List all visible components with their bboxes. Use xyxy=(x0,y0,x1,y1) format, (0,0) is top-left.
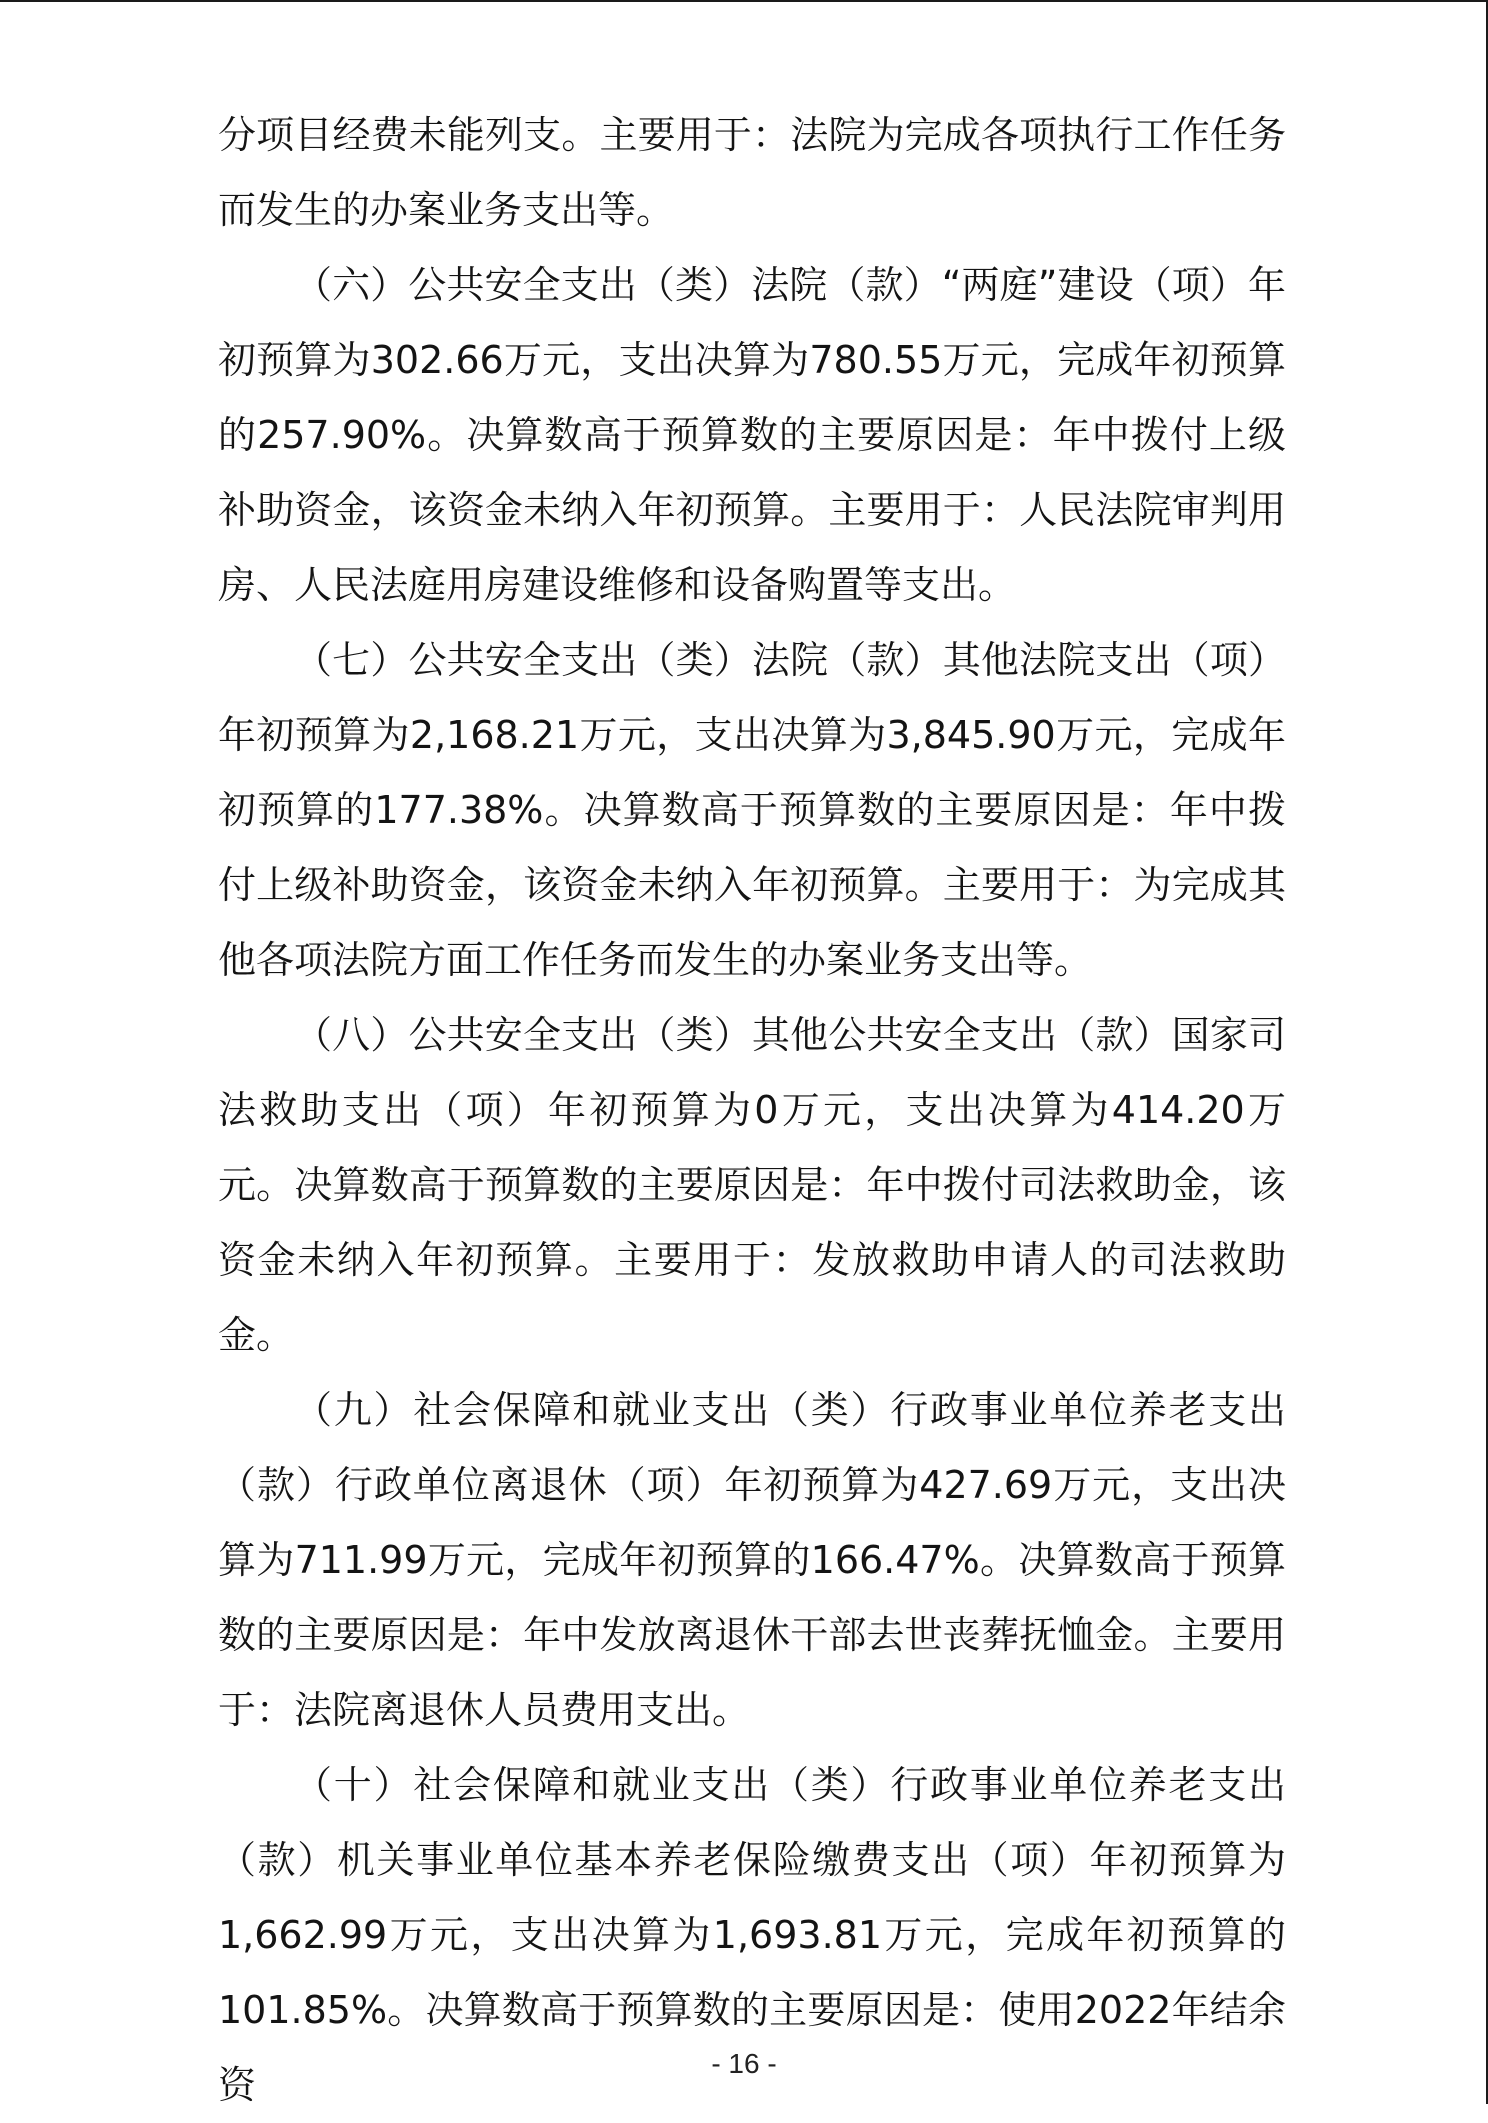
document-body xyxy=(218,98,1286,2123)
paragraph-section-7: （七）公共安全支出（类）法院（款）其他法院支出（项）年初预算为2,168.21万元，支出决算为3,845.90万元，完成年初预算的177.38%。决算数高于预算数的主要原因是：年中拨付上级补助资金，该资金未纳入年初预算。主要用于：为完成其他各项法院方面工作任务而发生的办案业务支出等。 xyxy=(218,638,1286,982)
paragraph-continuation: 分项目经费未能列支。主要用于：法院为完成各项执行工作任务而发生的办案业务支出等。 xyxy=(218,113,1286,232)
paragraph-section-10: （十）社会保障和就业支出（类）行政事业单位养老支出（款）机关事业单位基本养老保险缴费支出（项）年初预算为1,662.99万元，支出决算为1,693.81万元，完成年初预算的101.85%。决算数高于预算数的主要原因是：使用2022年结余资 xyxy=(218,1763,1286,2107)
paragraph-section-9: （九）社会保障和就业支出（类）行政事业单位养老支出（款）行政单位离退休（项）年初预算为427.69万元，支出决算为711.99万元，完成年初预算的166.47%。决算数高于预算数的主要原因是：年中发放离退休干部去世丧葬抚恤金。主要用于：法院离退休人员费用支出。 xyxy=(218,1388,1286,1732)
paragraph-section-6: （六）公共安全支出（类）法院（款）“两庭”建设（项）年初预算为302.66万元，支出决算为780.55万元，完成年初预算的257.90%。决算数高于预算数的主要原因是：年中拨付上级补助资金，该资金未纳入年初预算。主要用于：人民法院审判用房、人民法庭用房建设维修和设备购置等支出。 xyxy=(218,263,1286,607)
page-number: - 16 - xyxy=(711,2048,777,2079)
paragraph-section-8: （八）公共安全支出（类）其他公共安全支出（款）国家司法救助支出（项）年初预算为0万元，支出决算为414.20万元。决算数高于预算数的主要原因是：年中拨付司法救助金，该资金未纳入年初预算。主要用于：发放救助申请人的司法救助金。 xyxy=(218,1013,1286,1357)
